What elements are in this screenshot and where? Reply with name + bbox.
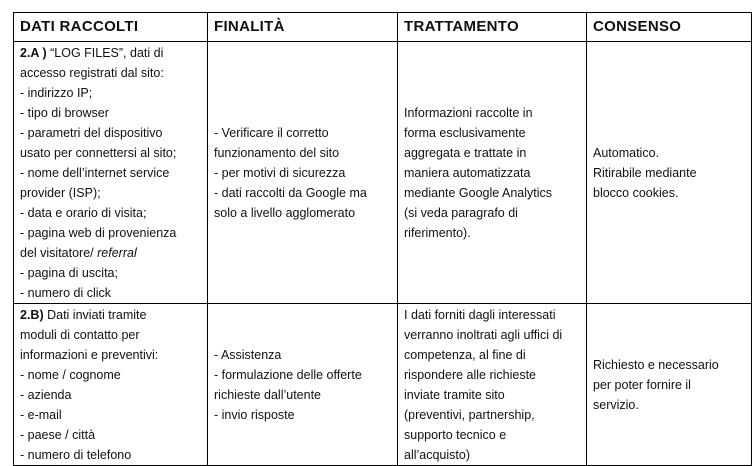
list-item: richieste dall’utente: [214, 387, 322, 402]
header-dati-raccolti: DATI RACCOLTI: [14, 13, 208, 42]
cell-finalita: [208, 42, 398, 304]
cell-consenso: [587, 304, 752, 466]
text-line: riferimento).: [404, 225, 471, 240]
referral-term: referral: [97, 246, 137, 260]
text-line: Automatico.: [593, 145, 660, 160]
text-line: mediante Google Analytics: [404, 185, 553, 200]
text-line: servizio.: [593, 397, 639, 412]
header-finalita: FINALITÀ: [208, 13, 398, 42]
cell-dati-raccolti: [14, 42, 208, 304]
text-line: I dati forniti dagli interessati: [404, 308, 556, 322]
list-item: - pagina di uscita;: [20, 266, 118, 280]
list-item: - nome dell’internet service: [20, 166, 170, 180]
list-item: funzionamento del sito: [214, 145, 340, 160]
cell-trattamento: [398, 304, 587, 466]
list-item: - parametri del dispositivo: [20, 126, 163, 140]
list-item: - Verificare il corretto: [214, 125, 329, 140]
text-line: per poter fornire il: [593, 377, 691, 392]
list-item: - e-mail: [20, 408, 62, 422]
cell-finalita: [208, 304, 398, 466]
list-item: - tipo di browser: [20, 106, 109, 120]
table-row: [14, 42, 752, 304]
table-header-row: [14, 13, 752, 42]
list-item: del visitatore/ referral: [20, 246, 137, 260]
text-line: maniera automatizzata: [404, 165, 531, 180]
list-item: - indirizzo IP;: [20, 86, 93, 100]
list-item: - pagina web di provenienza: [20, 226, 177, 240]
list-item: - Assistenza: [214, 347, 282, 362]
text-line: blocco cookies.: [593, 185, 679, 200]
dati-title-line: moduli di contatto per: [20, 328, 140, 342]
row-code: 2.A ): [20, 46, 47, 60]
list-item: provider (ISP);: [20, 186, 101, 200]
dati-title-line: informazioni e preventivi:: [20, 348, 159, 362]
text-line: rispondere alle richieste: [404, 368, 537, 382]
header-trattamento: TRATTAMENTO: [398, 13, 587, 42]
privacy-data-table: [13, 12, 752, 466]
text-line: Ritirabile mediante: [593, 165, 697, 180]
list-item: - per motivi di sicurezza: [214, 165, 346, 180]
list-item: - paese / città: [20, 428, 96, 442]
text-line: (preventivi, partnership,: [404, 408, 535, 422]
header-consenso: CONSENSO: [587, 13, 752, 42]
cell-dati-raccolti: [14, 304, 208, 466]
list-item: - formulazione delle offerte: [214, 367, 362, 382]
list-item: usato per connettersi al sito;: [20, 146, 177, 160]
list-item: - nome / cognome: [20, 368, 121, 382]
dati-title-line: 2.A ) “LOG FILES”, dati di: [20, 46, 164, 60]
cell-trattamento: [398, 42, 587, 304]
list-item: - azienda: [20, 388, 72, 402]
row-code: 2.B): [20, 308, 44, 322]
text-line: supporto tecnico e: [404, 428, 507, 442]
text-line: (si veda paragrafo di: [404, 205, 518, 220]
list-item: solo a livello agglomerato: [214, 205, 356, 220]
table-row: [14, 304, 752, 466]
text-line: forma esclusivamente: [404, 125, 526, 140]
text-line: inviate tramite sito: [404, 388, 505, 402]
dati-title-line: accesso registrati dal sito:: [20, 66, 164, 80]
list-item: - numero di click: [20, 286, 111, 300]
text-line: all’acquisto): [404, 448, 471, 462]
list-item: - numero di telefono: [20, 448, 132, 462]
list-item: - invio risposte: [214, 407, 295, 422]
text-line: competenza, al fine di: [404, 348, 526, 362]
list-item: - dati raccolti da Google ma: [214, 185, 367, 200]
text-line: aggregata e trattate in: [404, 145, 527, 160]
text-line: Richiesto e necessario: [593, 357, 719, 372]
dati-title-line: 2.B) Dati inviati tramite: [20, 308, 147, 322]
text-line: Informazioni raccolte in: [404, 105, 533, 120]
list-item: - data e orario di visita;: [20, 206, 147, 220]
cell-consenso: [587, 42, 752, 304]
text-line: verranno inoltrati agli uffici di: [404, 328, 563, 342]
